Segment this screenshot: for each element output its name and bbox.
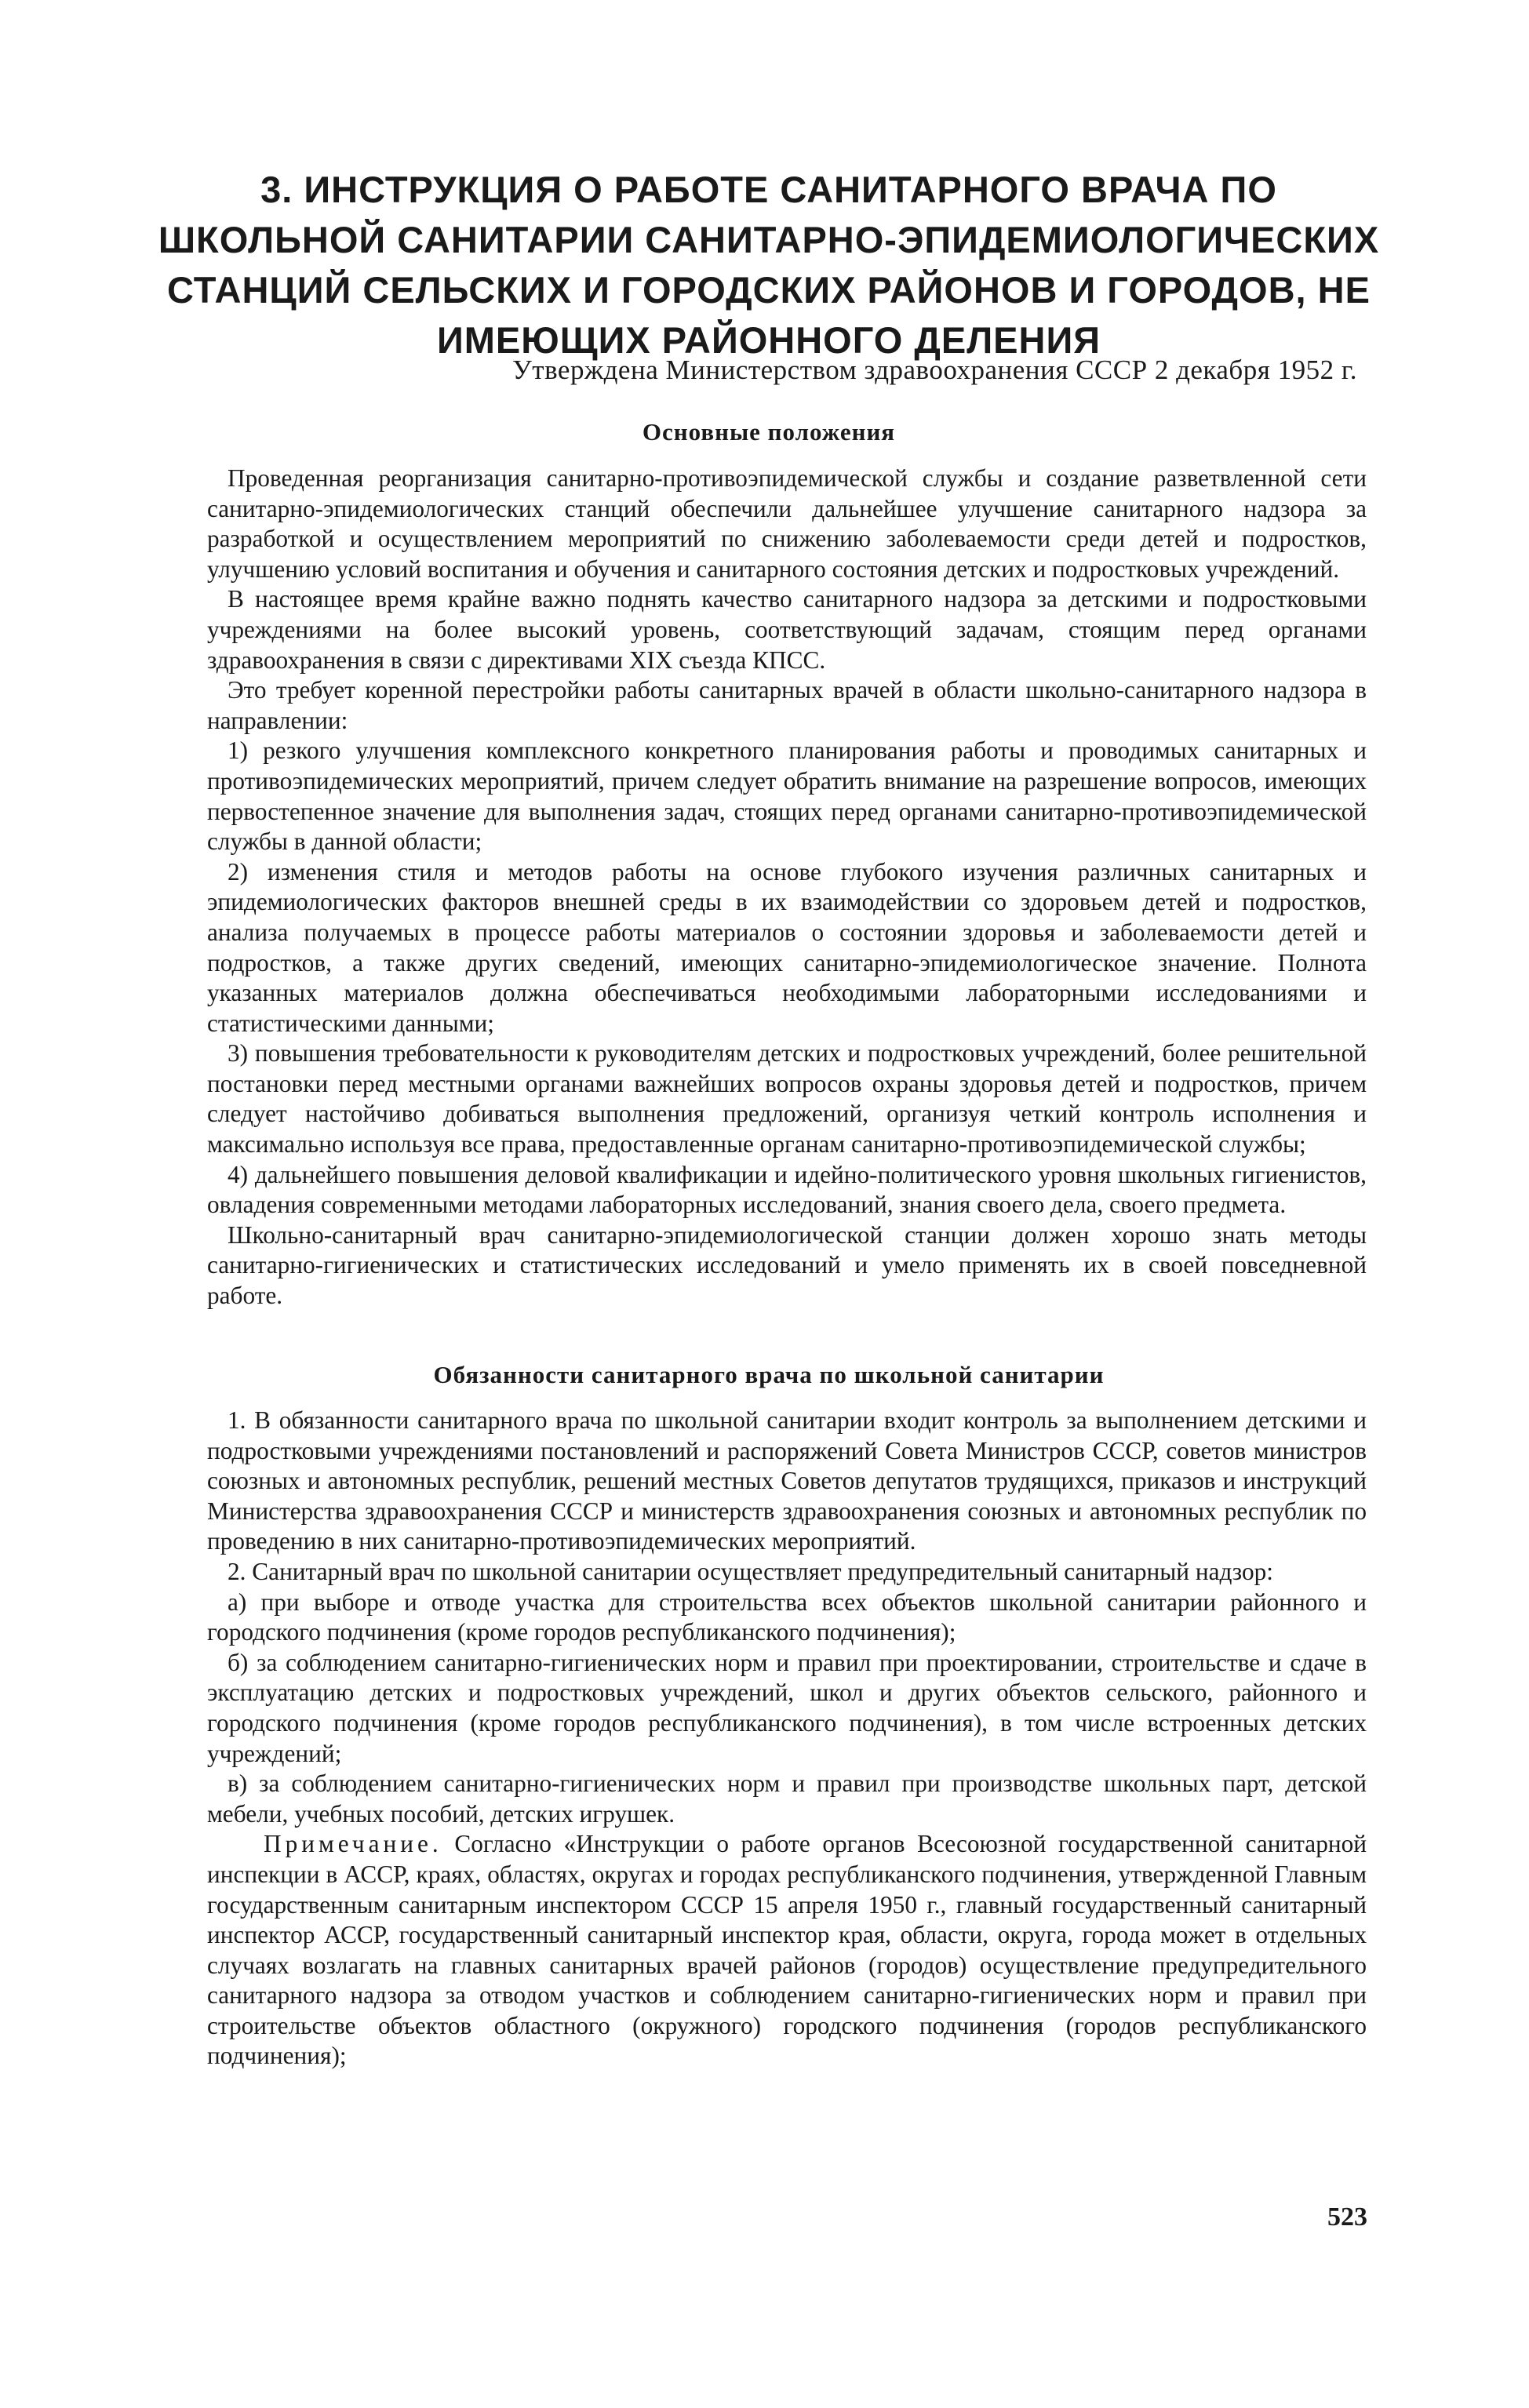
approval-line: Утверждена Министерством здравоохранения СССР 2 декабря 1952 г. <box>512 355 1357 385</box>
note-text: Согласно «Инструкции о работе органов Всесоюзной государственной санитарной инспекции в АССР, краях, областях, округах и городах республиканского подчинения, утвержденной Главным государственным санитарным инспектором СССР 15 апреля 1950 г., главный государственный санитарный инспектор АССР, государственный санитарный инспектор края, области, округа, города может в отдельных случаях возлагать на главных санитарных врачей районов (городов) осуществление предупредительного санитарного надзора за отводом участков и соблюдением санитарно-гигиенических норм и правил при строительстве объектов областного (окружного) городского подчинения (городов республиканского подчинения); <box>207 1830 1367 2070</box>
paragraph: 4) дальнейшего повышения деловой квалификации и идейно-политического уровня школьных гигиенистов, овладения современными методами лабораторных исследований, знания своего дела, своего предмета. <box>207 1160 1367 1219</box>
note-label: Примечание. <box>264 1830 442 1858</box>
section-body-main-provisions <box>207 464 1367 1311</box>
paragraph: 1. В обязанности санитарного врача по школьной санитарии входит контроль за выполнением детскими и подростковыми учреждениями постановлений и распоряжений Совета Министров СССР, советов министров союзных и автономных республик, решений местных Советов депутатов трудящихся, приказов и инструкций Министерства здравоохранения СССР и министерств здравоохранения союзных и автономных республик по проведению в них санитарно-противоэпидемических мероприятий. <box>207 1406 1367 1555</box>
paragraph: Это требует коренной перестройки работы санитарных врачей в области школьно-санитарного надзора в направлении: <box>207 676 1367 734</box>
section-body-duties <box>207 1406 1367 2072</box>
paragraph: б) за соблюдением санитарно-гигиенических норм и правил при проектировании, строительстве и сдаче в эксплуатацию детских и подростковых учреждений, школ и других объектов сельского, районного и городского подчинения (кроме городов республиканского подчинения), в том числе встроенных детских учреждений; <box>207 1648 1367 1767</box>
paragraph: 2. Санитарный врач по школьной санитарии осуществляет предупредительный санитарный надзор: <box>228 1557 1273 1585</box>
paragraph: В настоящее время крайне важно поднять качество санитарного надзора за детскими и подростковыми учреждениями на более высокий уровень, соответствующий задачам, стоящим перед органами здравоохранения в связи с директивами XIX съезда КПСС. <box>207 585 1367 674</box>
paragraph: Проведенная реорганизация санитарно-противоэпидемической службы и создание разветвленной сети санитарно-эпидемиологических станций обеспечили дальнейшее улучшение санитарного надзора за разработкой и осуществлением мероприятий по снижению заболеваемости среди детей и подростков, улучшению условий воспитания и обучения и санитарного состояния детских и подростковых учреждений. <box>207 464 1367 583</box>
section-heading-main-provisions: Основные положения <box>642 418 896 446</box>
paragraph: 3) повышения требовательности к руководителям детских и подростковых учреждений, более решительной постановки перед местными органами важнейших вопросов охраны здоровья детей и подростков, причем следует настойчиво добиваться выполнения предложений, организуя четкий контроль исполнения и максимально используя все права, предоставленные органам санитарно-противоэпидемической службы; <box>207 1039 1367 1159</box>
paragraph: в) за соблюдением санитарно-гигиенических норм и правил при производстве школьных парт, детской мебели, учебных пособий, детских игрушек. <box>207 1770 1367 1828</box>
paragraph: Школьно-санитарный врач санитарно-эпидемиологической станции должен хорошо знать методы санитарно-гигиенических и статистических исследований и умело применять их в своей повседневной работе. <box>207 1220 1367 1310</box>
note-paragraph <box>207 1829 1367 2072</box>
paragraph: а) при выборе и отводе участка для строительства всех объектов школьной санитарии районного и городского подчинения (кроме городов республиканского подчинения); <box>207 1588 1367 1646</box>
section-heading-duties: Обязанности санитарного врача по школьной санитарии <box>433 1361 1105 1388</box>
page-number: 523 <box>1327 2202 1367 2232</box>
paragraph: 2) изменения стиля и методов работы на основе глубокого изучения различных санитарных и эпидемиологических факторов внешней среды в их взаимодействии со здоровьем детей и подростков, анализа получаемых в процессе работы материалов о состоянии здоровья и заболеваемости детей и подростков, а также других сведений, имеющих санитарно-эпидемиологическое значение. Полнота указанных материалов должна обеспечиваться необходимыми лабораторными исследованиями и статистическими данными; <box>207 857 1367 1037</box>
document-title: 3. ИНСТРУКЦИЯ О РАБОТЕ САНИТАРНОГО ВРАЧА ПО ШКОЛЬНОЙ САНИТАРИИ САНИТАРНО-ЭПИДЕМИОЛОГИЧЕСКИХ СТАНЦИЙ СЕЛЬСКИХ И ГОРОДСКИХ РАЙОНОВ И ГОРОДОВ, НЕ ИМЕЮЩИХ РАЙОННОГО ДЕЛЕНИЯ <box>158 169 1380 361</box>
paragraph: 1) резкого улучшения комплексного конкретного планирования работы и проводимых санитарных и противоэпидемических мероприятий, причем следует обратить внимание на разрешение вопросов, имеющих первостепенное значение для выполнения задач, стоящих перед органами санитарно-противоэпидемической службы в данной области; <box>207 737 1367 856</box>
